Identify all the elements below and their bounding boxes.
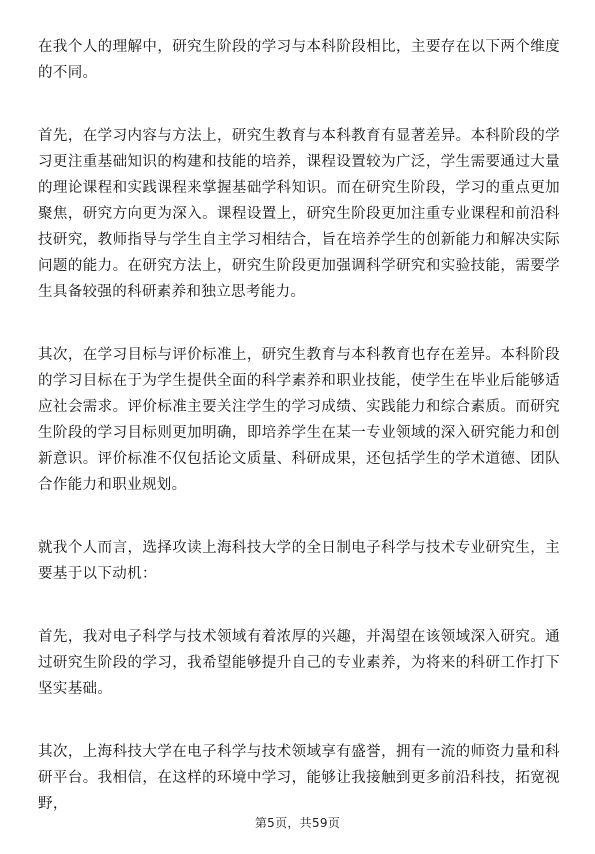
- page-number-footer: 第5页，共59页: [254, 816, 341, 830]
- paragraph: 其次，上海科技大学在电子科学与技术领域享有盛誉，拥有一流的师资力量和科研平台。我相信，在这样的环境中学习，能够让我接触到更多前沿科技，拓宽视野，: [38, 744, 560, 812]
- paragraph: 首先，在学习内容与方法上，研究生教育与本科教育有显著差异。本科阶段的学习更注重基础知识的构建和技能的培养，课程设置较为广泛，学生需要通过大量的理论课程和实践课程来掌握基础学科知识。而在研究生阶段，学习的重点更加聚焦，研究方向更为深入。课程设置上，研究生阶段更加注重专业课程和前沿科技研究，教师指导与学生自主学习相结合，旨在培养学生的创新能力和解决实际问题的能力。在研究方法上，研究生阶段更加强调科学研究和实验技能，需要学生具备较强的科研素养和独立思考能力。: [38, 128, 560, 300]
- document-body: [38, 34, 560, 854]
- paragraph: 就我个人而言，选择攻读上海科技大学的全日制电子科学与技术专业研究生，主要基于以下动机：: [38, 540, 560, 582]
- paragraph: 其次，在学习目标与评价标准上，研究生教育与本科教育也存在差异。本科阶段的学习目标在于为学生提供全面的科学素养和职业技能，使学生在毕业后能够适应社会需求。评价标准主要关注学生的学习成绩、实践能力和综合素质。而研究生阶段的学习目标则更加明确，即培养学生在某一专业领域的深入研究能力和创新意识。评价标准不仅包括论文质量、科研成果，还包括学生的学术道德、团队合作能力和职业规划。: [38, 347, 560, 493]
- paragraph: 在我个人的理解中，研究生阶段的学习与本科阶段相比，主要存在以下两个维度的不同。: [38, 39, 560, 81]
- paragraph: 首先，我对电子科学与技术领域有着浓厚的兴趣，并渴望在该领域深入研究。通过研究生阶段的学习，我希望能够提升自己的专业素养，为将来的科研工作打下坚实基础。: [38, 629, 560, 697]
